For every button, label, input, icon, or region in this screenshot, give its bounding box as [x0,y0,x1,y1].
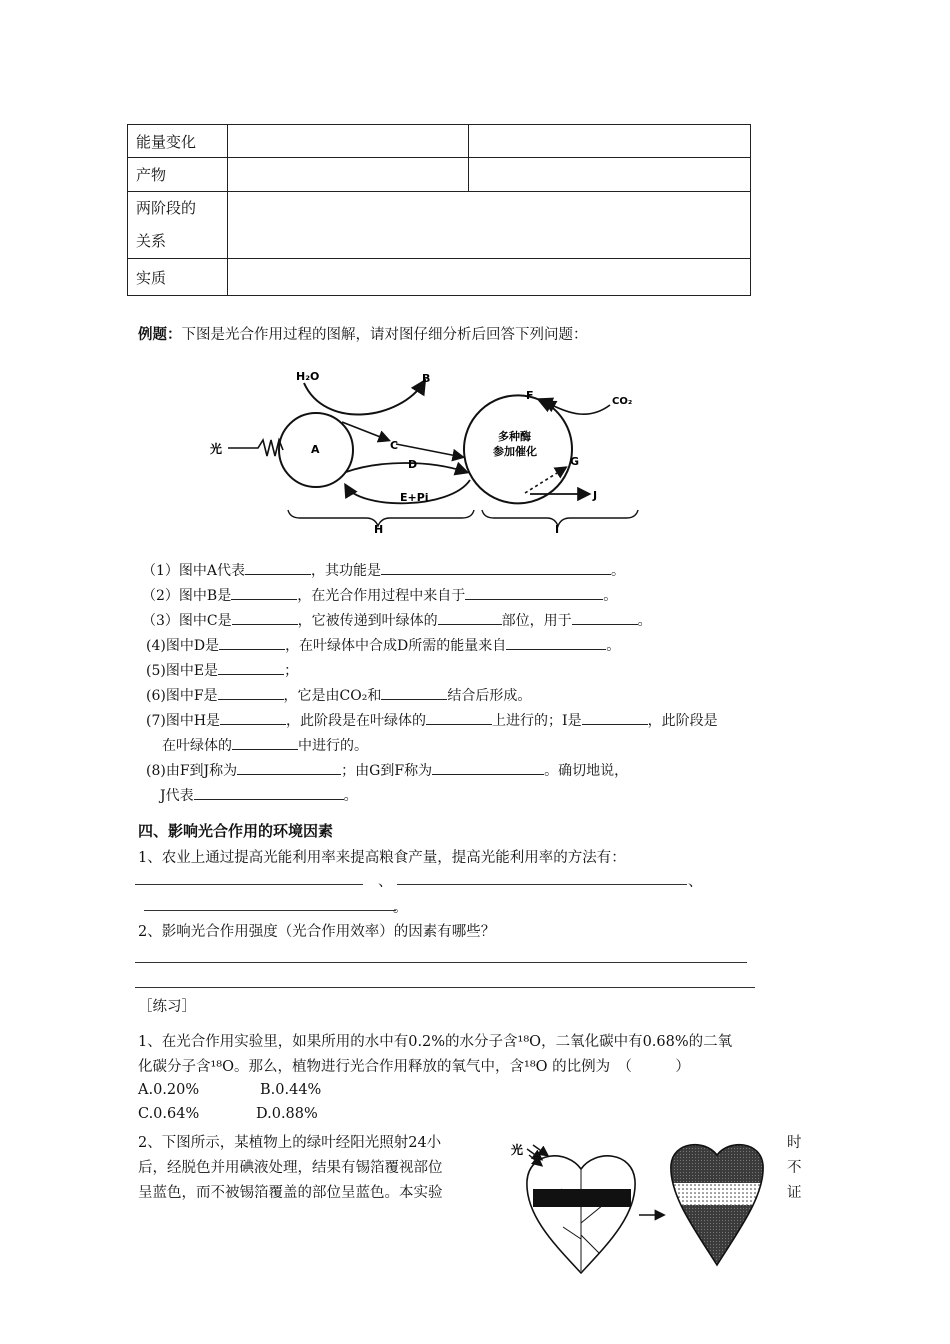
label-d: D [408,458,418,471]
answer-cell[interactable] [227,125,469,158]
label-j: J [593,489,598,502]
example-heading [138,323,588,344]
answer-blank[interactable] [426,710,492,725]
answer-cell[interactable] [469,158,751,192]
label-enzyme-1: 多种酶 [498,430,531,443]
arrow-g [525,468,565,493]
arrow-c-to-cycle [396,444,462,457]
label-c: C [390,439,399,452]
label-g: G [570,455,580,468]
practice-heading: ［练习］ [138,999,196,1015]
leaf-experiment-figure [505,1135,780,1275]
section4-question-1: 1、农业上通过提高光能利用率来提高粮食产量，提高光能利用率的方法有： [138,850,626,866]
separator: 、 [688,874,703,890]
option-b[interactable]: B.0.44% [260,1082,322,1098]
section-heading: 四、影响光合作用的环境因素 [138,822,334,840]
example-prompt: 下图是光合作用过程的图解，请对图仔细分析后回答下列问题： [181,327,588,343]
row-label-essence: 实质 [128,259,228,296]
answer-blank[interactable] [572,610,638,625]
answer-cell[interactable] [227,158,469,192]
question-7-cont: 在叶绿体的 中进行的。 [162,735,368,755]
answer-line[interactable] [135,884,363,885]
answer-blank[interactable] [219,635,285,650]
wrap-text-1: 时 [787,1135,802,1151]
answer-line[interactable] [397,884,687,885]
label-b: B [422,372,431,385]
label-e-pi: E+Pi [400,491,429,504]
practice-1-line-1: 1、在光合作用实验里，如果所用的水中有0.2%的水分子含¹⁸O，二氧化碳中有0.68%的二氧 [138,1034,733,1050]
separator: 、 [378,874,393,890]
question-8-cont: J代表 。 [160,785,358,805]
answer-blank[interactable] [245,560,311,575]
question-1: （1）图中A代表 ，其功能是 。 [142,560,625,580]
wrap-text-2: 不 [787,1160,802,1176]
water-split-arrow [304,382,424,415]
wrap-text-3: 证 [787,1185,802,1201]
question-3: （3）图中C是 ，它被传递到叶绿体的 部位，用于 。 [142,610,652,630]
answer-blank[interactable] [582,710,648,725]
answer-blank[interactable] [465,585,603,600]
practice-2-line-3: 呈蓝色，而不被锡箔覆盖的部位呈蓝色。本实验 [138,1185,443,1201]
arrow-co2 [546,402,610,414]
option-a[interactable]: A.0.20% [138,1082,200,1098]
answer-blank[interactable] [237,760,341,775]
answer-blank[interactable] [218,685,284,700]
practice-1-line-2: 化碳分子含¹⁸O。那么，植物进行光合作用释放的氧气中，含¹⁸O 的比例为 （ ） [138,1059,690,1075]
answer-line[interactable] [135,987,755,988]
answer-blank[interactable] [506,635,606,650]
answer-line[interactable] [135,962,747,963]
answer-blank[interactable] [432,760,544,775]
label-a: A [311,443,320,456]
answer-line[interactable] [144,910,396,911]
label-light: 光 [210,442,223,456]
section4-question-2: 2、影响光合作用强度（光合作用效率）的因素有哪些？ [138,924,496,940]
answer-blank[interactable] [218,660,284,675]
question-2: （2）图中B是 ，在光合作用过程中来自于 。 [142,585,617,605]
practice-2-line-2: 后，经脱色并用碘液处理，结果有锡箔覆视部位 [138,1160,443,1176]
arrow-d [346,463,466,472]
label-f: F [526,389,534,402]
label-h2o: H₂O [296,370,320,383]
option-d[interactable]: D.0.88% [256,1106,318,1122]
answer-blank[interactable] [232,735,298,750]
answer-cell[interactable] [227,259,750,296]
question-5: (5)图中E是 ； [146,660,298,680]
label-h: H [374,523,384,535]
answer-blank[interactable] [438,610,502,625]
answer-cell[interactable] [227,192,750,259]
comparison-table [127,124,751,296]
row-label-product: 产物 [128,158,228,192]
question-4: (4)图中D是 ，在叶绿体中合成D所需的能量来自 。 [146,635,620,655]
light-ray [533,1145,547,1155]
option-c[interactable]: C.0.64% [138,1106,200,1122]
answer-blank[interactable] [381,560,611,575]
row-label-relation: 两阶段的 关系 [128,192,228,259]
answer-cell[interactable] [469,125,751,158]
label-i: I [555,523,560,535]
label-co2: CO₂ [612,396,633,407]
table-row [128,125,751,158]
period: 。 [393,900,408,916]
label-enzyme-2: 参加催化 [493,445,537,458]
leaf-light-label: 光 [511,1143,524,1157]
practice-2-line-1: 2、下图所示，某植物上的绿叶经阳光照射24小 [138,1135,442,1151]
light-zigzag [228,440,283,456]
answer-blank[interactable] [381,685,447,700]
answer-blank[interactable] [232,610,298,625]
row-label-energy: 能量变化 [128,125,228,158]
answer-blank[interactable] [231,585,297,600]
question-7: (7)图中H是 ，此阶段是在叶绿体的 上进行的；Ⅰ是 ，此阶段是 [146,710,718,730]
light-ray [527,1149,541,1159]
example-label: 例题： [138,327,182,343]
table-row [128,192,751,259]
foil-strip [533,1189,631,1207]
brace-i [482,510,638,526]
answer-blank[interactable] [194,785,344,800]
table-row [128,259,751,296]
question-6: (6)图中F是 ，它是由CO₂和 结合后形成。 [146,685,531,705]
answer-blank[interactable] [220,710,286,725]
photosynthesis-diagram [200,360,650,535]
table-row [128,158,751,192]
question-8: (8)由F到J称为 ；由G到F称为 。确切地说， [146,760,628,780]
